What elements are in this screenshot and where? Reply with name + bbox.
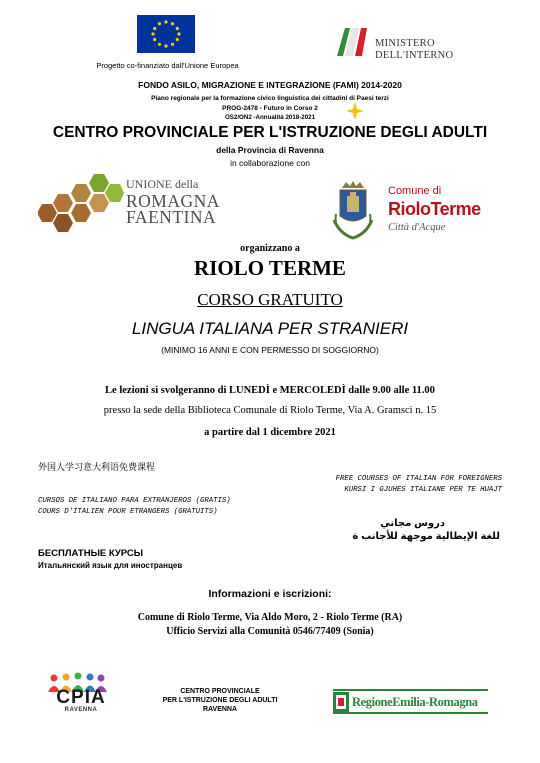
ministry-name-line1: MINISTERO xyxy=(375,38,435,49)
piano-regionale: Piano regionale per la formazione civico linguistica dei cittadini di Paesi terzi xyxy=(151,95,389,102)
riolo-logo-name: RioloTerme xyxy=(388,199,481,219)
region-mark-icon xyxy=(333,692,349,712)
region-logo-text: RegioneEmilia-Romagna xyxy=(352,695,478,709)
collaboration-text: in collaborazione con xyxy=(230,158,310,168)
course-place: RIOLO TERME xyxy=(194,256,346,280)
unione-logo-line1: UNIONE della xyxy=(126,177,199,191)
unione-logo-line2: ROMAGNA xyxy=(126,191,220,211)
schedule-location: presso la sede della Biblioteca Comunale di Riolo Terme, Via A. Gramsci n. 15 xyxy=(103,405,437,416)
ministry-name-line2: DELL'INTERNO xyxy=(375,50,454,61)
footer-center-line2: PER L'ISTRUZIONE DEGLI ADULTI xyxy=(162,697,278,704)
translation-arabic-line2: للغة الإيطالية موجهة للأجانب ة xyxy=(352,531,500,542)
cpia-logo-word: CPIA xyxy=(56,687,106,708)
eu-caption: Progetto co-finanziato dall'Unione Europea xyxy=(96,61,239,70)
footer-center-line3: RAVENNA xyxy=(202,706,238,713)
translation-russian-line2: Итальянский язык для иностранцев xyxy=(38,561,183,570)
unione-hexagon-logo-icon xyxy=(38,172,124,234)
translation-chinese: 外国人学习意大利语免费课程 xyxy=(38,462,156,472)
eu-flag-icon xyxy=(137,15,195,53)
contact-office: Ufficio Servizi alla Comunità 0546/77409 (Sonia) xyxy=(166,626,374,637)
contact-heading: Informazioni e iscrizioni: xyxy=(208,588,332,600)
translation-albanian: KURSI I GJUHES ITALIANE PER TE HUAJT xyxy=(344,486,502,494)
schedule-start: a partire dal 1 dicembre 2021 xyxy=(204,427,336,438)
riolo-logo-tagline: Città d'Acque xyxy=(388,222,446,233)
cpia-logo-city: RAVENNA xyxy=(64,707,98,713)
os2-annualita: OS2/ON2 -Annualità 2018-2021 xyxy=(224,114,316,121)
region-logo-rule-top xyxy=(333,689,488,691)
unione-logo-line3: FAENTINA xyxy=(126,207,217,227)
course-type: CORSO GRATUITO xyxy=(197,290,343,309)
provincia-ravenna: della Provincia di Ravenna xyxy=(216,145,324,155)
course-requirement: (MINIMO 16 ANNI E CON PERMESSO DI SOGGIORNO) xyxy=(161,345,379,355)
region-logo-rule-bottom xyxy=(333,712,488,714)
fami-title: FONDO ASILO, MIGRAZIONE E INTEGRAZIONE (FAMI) 2014-2020 xyxy=(138,80,402,90)
translation-spanish: CURSOS DE ITALIANO PARA EXTRANJEROS (GRATIS) xyxy=(38,497,231,505)
organizzano-text: organizzano a xyxy=(240,243,300,254)
star-icon xyxy=(345,101,365,121)
italian-flag-icon xyxy=(335,26,369,58)
prog-code: PROG-2478 - Futuro in Corso 2 xyxy=(222,105,318,112)
translation-russian-line1: БЕСПЛАТНЫЕ КУРСЫ xyxy=(38,548,144,559)
course-subject: LINGUA ITALIANA PER STRANIERI xyxy=(131,319,409,338)
riolo-crest-icon xyxy=(330,180,376,242)
translation-english: FREE COURSES OF ITALIAN FOR FOREIGNERS xyxy=(335,475,502,483)
riolo-logo-comune-di: Comune di xyxy=(388,185,442,197)
contact-address: Comune di Riolo Terme, Via Aldo Moro, 2 - Riolo Terme (RA) xyxy=(137,612,403,623)
translation-arabic-line1: دروس مجاني xyxy=(380,518,445,529)
schedule-days: Le lezioni si svolgeranno di LUNEDÌ e MERCOLEDÌ dalle 9.00 alle 11.00 xyxy=(105,385,435,396)
cpia-title: CENTRO PROVINCIALE PER L'ISTRUZIONE DEGLI ADULTI xyxy=(52,124,488,141)
translation-french: COURS D'ITALIEN POUR ETRANGERS (GRATUITS) xyxy=(38,508,218,516)
footer-center-line1: CENTRO PROVINCIALE xyxy=(180,688,260,695)
